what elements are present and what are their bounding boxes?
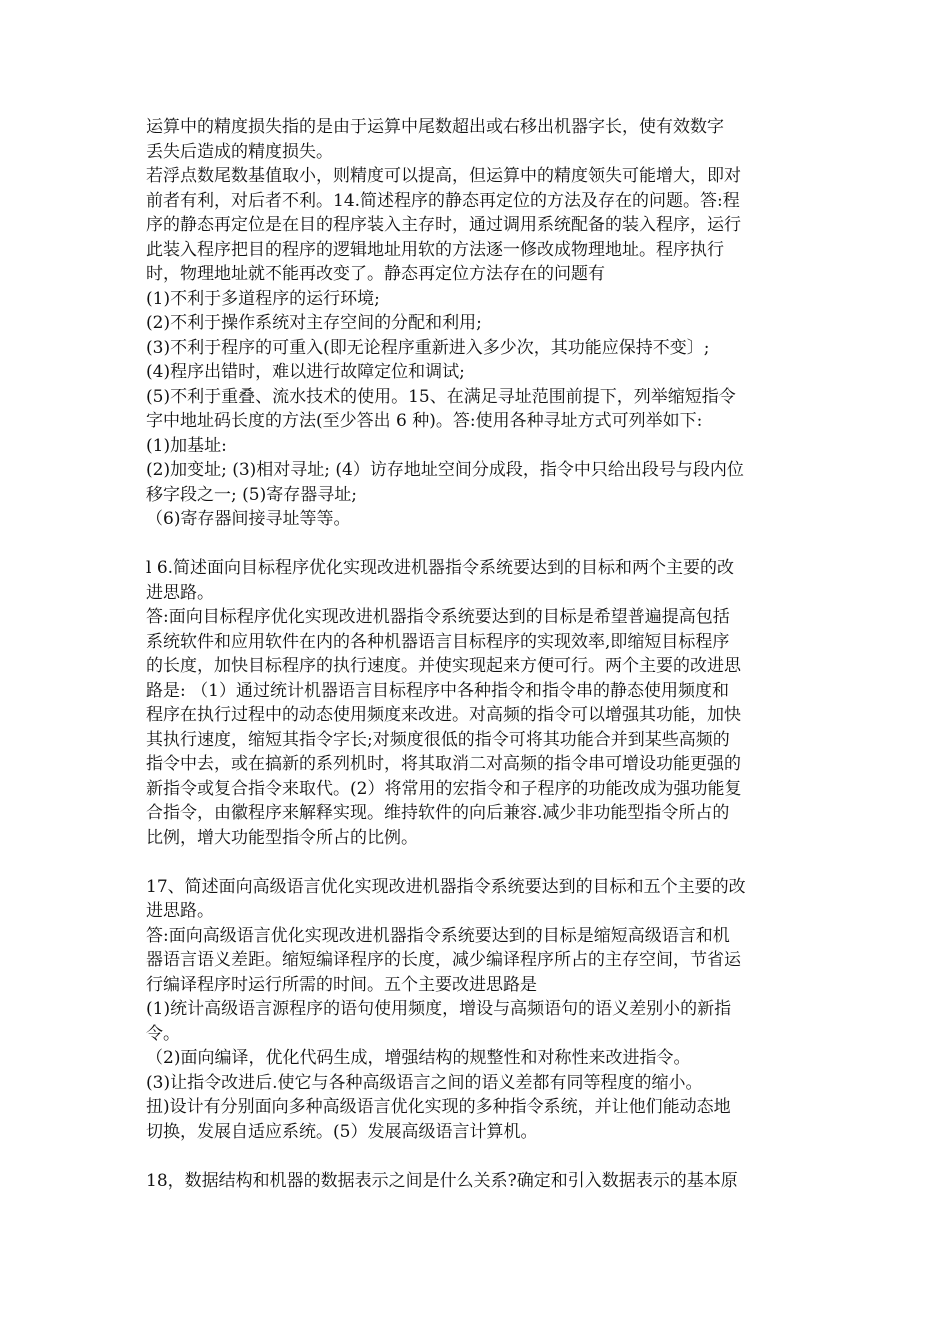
text-line: 答:面向高级语言优化实现改进机器指令系统要达到的目标是缩短高级语言和机 — [146, 925, 730, 946]
text-line: 时，物理地址就不能再改变了。静态再定位方法存在的问题有 — [146, 264, 605, 284]
text-line: （6)寄存器间接寻址等等。 — [146, 509, 351, 529]
text-line: 比例，增大功能型指令所占的比例。 — [146, 827, 418, 848]
text-line: (1)不利于多道程序的运行环境; — [146, 288, 380, 309]
text-line: 移字段之一; (5)寄存器寻址; — [146, 484, 357, 505]
document-page — [146, 115, 814, 1193]
text-line: (3)不利于程序的可重入(即无论程序重新进入多少次，其功能应保持不变〕; — [146, 337, 710, 358]
text-line: 令。 — [146, 1023, 180, 1044]
text-line: 的长度，加快目标程序的执行速度。并使实现起来方便可行。两个主要的改进思 — [146, 656, 741, 676]
text-line: 指令中去，或在搞新的系列机时，将其取消二对高频的指令串可增设功能更强的 — [146, 754, 741, 774]
text-line: 17、简述面向高级语言优化实现改进机器指令系统要达到的目标和五个主要的改 — [146, 876, 746, 897]
paragraph-spacer — [146, 532, 814, 557]
text-line: 其执行速度，缩短其指令字长;对频度很低的指令可将其功能合并到某些高频的 — [146, 729, 730, 750]
text-line: 答:面向目标程序优化实现改进机器指令系统要达到的目标是希望普遍提高包括 — [146, 607, 730, 627]
text-line: 序的静态再定位是在目的程序装入主存时，通过调用系统配备的装入程序，运行 — [146, 215, 741, 235]
text-line: 扭)设计有分别面向多种高级语言优化实现的多种指令系统，并让他们能动态地 — [146, 1097, 731, 1117]
text-line: 前者有利，对后者不利。14.简述程序的静态再定位的方法及存在的问题。答:程 — [146, 190, 740, 211]
text-line: 切换，发展自适应系统。(5）发展高级语言计算机。 — [146, 1121, 538, 1142]
text-line: 新指令或复合指令来取代。(2）将常用的宏指令和子程序的功能改成为强功能复 — [146, 778, 742, 799]
text-line: 此装入程序把目的程序的逻辑地址用软的方法逐一修改成物理地址。程序执行 — [146, 239, 724, 260]
text-line: （2)面向编译，优化代码生成，增强结构的规整性和对称性来改进指令。 — [146, 1048, 691, 1068]
text-line: (4)程序出错时，难以进行故障定位和调试; — [146, 362, 465, 382]
text-line: 程序在执行过程中的动态使用频度来改进。对高频的指令可以增强其功能，加快 — [146, 705, 741, 725]
paragraph-block-3 — [146, 875, 814, 1145]
text-line: (1)加基址: — [146, 435, 227, 456]
text-line: 18，数据结构和机器的数据表示之间是什么关系?确定和引入数据表示的基本原 — [146, 1170, 738, 1191]
text-line: 字中地址码长度的方法(至少答出 6 种)。答:使用各种寻址方式可列举如下: — [146, 411, 703, 431]
text-line: (1)统计高级语言源程序的语句使用频度，增设与高频语句的语义差别小的新指 — [146, 999, 732, 1019]
paragraph-block-2 — [146, 556, 814, 850]
paragraph-block-4 — [146, 1169, 814, 1194]
text-line: l 6.简述面向目标程序优化实现改进机器指令系统要达到的目标和两个主要的改 — [146, 558, 735, 578]
text-line: (2)不利于操作系统对主存空间的分配和利用; — [146, 313, 482, 333]
text-line: 系统软件和应用软件在内的各种机器语言目标程序的实现效率,即缩短目标程序 — [146, 631, 730, 652]
text-line: (2)加变址; (3)相对寻址; (4）访存地址空间分成段，指令中只给出段号与段内位 — [146, 460, 744, 480]
text-line: 丢失后造成的精度损失。 — [146, 141, 333, 162]
text-line: 若浮点数尾数基值取小，则精度可以提高，但运算中的精度领失可能增大，即对 — [146, 166, 741, 186]
text-line: 运算中的精度损失指的是由于运算中尾数超出或右移出机器字长，使有效数字 — [146, 117, 724, 137]
text-line: 合指令，由徽程序来解释实现。维持软件的向后兼容.减少非功能型指令所占的 — [146, 803, 730, 823]
text-line: (5)不利于重叠、流水技术的使用。15、在满足寻址范围前提下，列举缩短指令 — [146, 386, 736, 407]
paragraph-spacer — [146, 1144, 814, 1169]
text-line: 路是: （1）通过统计机器语言目标程序中各种指令和指令串的静态使用频度和 — [146, 680, 729, 701]
text-line: (3)让指令改进后.使它与各种高级语言之间的语义差都有同等程度的缩小。 — [146, 1072, 703, 1093]
text-line: 行编译程序时运行所需的时间。五个主要改进思路是 — [146, 974, 537, 995]
text-line: 进思路。 — [146, 901, 214, 921]
text-line: 进思路。 — [146, 582, 214, 603]
paragraph-block-1 — [146, 115, 814, 532]
text-line: 器语言语义差距。缩短编译程序的长度，减少编译程序所占的主存空间，节省运 — [146, 950, 741, 970]
paragraph-spacer — [146, 850, 814, 875]
